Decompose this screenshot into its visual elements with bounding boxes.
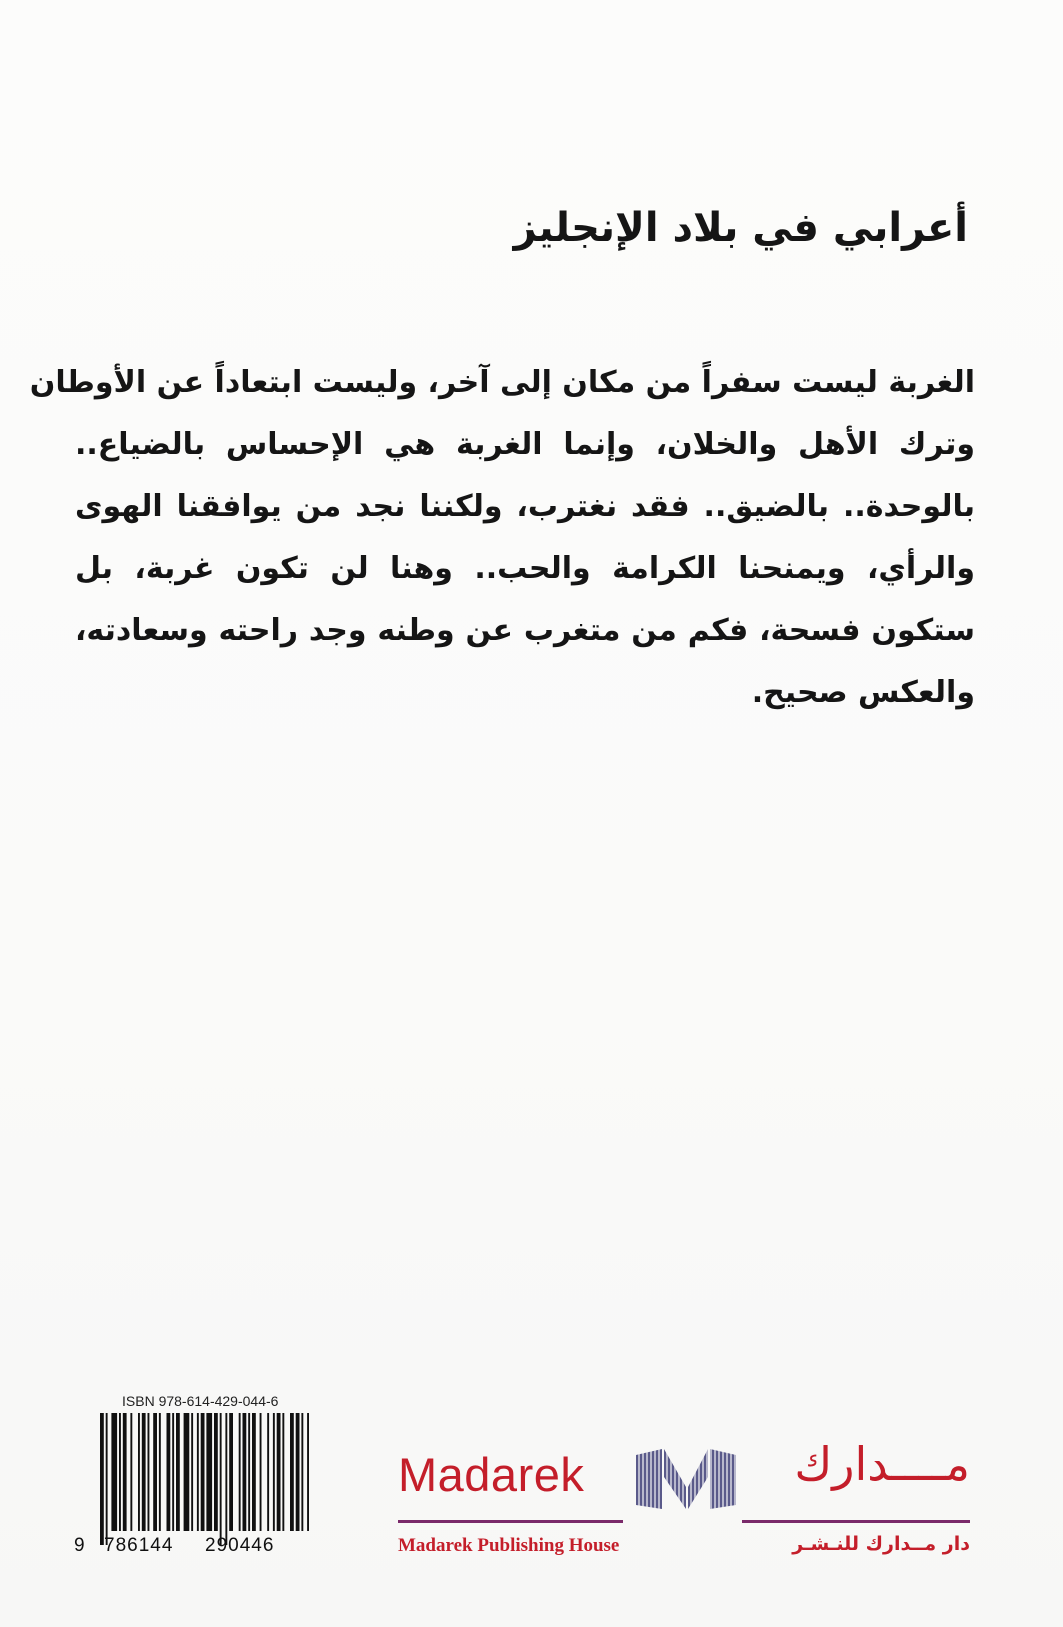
publisher-divider xyxy=(398,1520,623,1523)
barcode-bar xyxy=(111,1413,117,1531)
barcode-bar xyxy=(184,1413,190,1531)
barcode-bar xyxy=(172,1413,174,1531)
barcode-bar xyxy=(252,1413,256,1531)
barcode-bar xyxy=(206,1413,212,1531)
barcode-bar xyxy=(277,1413,281,1531)
blurb-text xyxy=(29,352,975,724)
barcode-bar xyxy=(119,1413,121,1531)
barcode-bar xyxy=(191,1413,193,1531)
barcode-bar xyxy=(197,1413,199,1531)
barcode-bar xyxy=(167,1413,171,1531)
barcode-bar xyxy=(148,1413,150,1531)
blurb-line: وترك الأهل والخلان، وإنما الغربة هي الإحساس بالضياع.. xyxy=(75,427,975,462)
barcode-bar xyxy=(243,1413,247,1531)
barcode-bar xyxy=(225,1413,227,1545)
barcode-bar xyxy=(130,1413,132,1531)
blurb-line: الغربة ليست سفراً من مكان إلى آخر، وليست ابتعاداً عن الأوطان xyxy=(29,365,975,400)
barcode-digit-first: 9 xyxy=(74,1535,86,1556)
barcode-digits-right: 290446 xyxy=(205,1535,275,1556)
barcode-bar xyxy=(123,1413,127,1531)
barcode-digits-left: 786144 xyxy=(104,1535,174,1556)
barcode-bar xyxy=(176,1413,180,1531)
publisher-house-latin: Madarek Publishing House xyxy=(398,1535,620,1556)
barcode-bar xyxy=(220,1413,222,1545)
barcode xyxy=(74,1395,314,1550)
barcode-bar xyxy=(106,1413,108,1545)
blurb-line: والرأي، ويمنحنا الكرامة والحب.. وهنا لن تكون غربة، بل xyxy=(75,551,975,586)
barcode-bar xyxy=(307,1413,309,1531)
publisher-divider xyxy=(742,1520,970,1523)
barcode-bar xyxy=(153,1413,157,1531)
barcode-bar xyxy=(142,1413,146,1531)
barcode-bar xyxy=(282,1413,284,1531)
book-m-logo-icon xyxy=(632,1447,740,1511)
publisher-house-arabic: دار مــدارك للنـشـر xyxy=(792,1533,970,1555)
barcode-bar xyxy=(239,1413,241,1531)
barcode-bar xyxy=(301,1413,303,1531)
blurb-line: والعكس صحيح. xyxy=(751,675,975,710)
barcode-bar xyxy=(201,1413,205,1531)
barcode-bar xyxy=(100,1413,104,1545)
barcode-bar xyxy=(248,1413,250,1531)
barcode-bar xyxy=(296,1413,300,1531)
book-title: أعرابي في بلاد الإنجليز xyxy=(513,205,968,251)
barcode-bar xyxy=(260,1413,262,1531)
publisher-name-arabic: مــــدارك xyxy=(794,1437,970,1491)
barcode-bar xyxy=(267,1413,269,1531)
barcode-bar xyxy=(290,1413,294,1531)
barcode-bar xyxy=(159,1413,161,1531)
barcode-bar xyxy=(214,1413,218,1531)
barcode-bar xyxy=(138,1413,140,1531)
barcode-bar xyxy=(273,1413,275,1531)
barcode-bar xyxy=(229,1413,233,1531)
blurb-line: بالوحدة.. بالضيق.. فقد نغترب، ولكننا نجد من يوافقنا الهوى xyxy=(75,489,975,524)
blurb-line: ستكون فسحة، فكم من متغرب عن وطنه وجد راحته وسعادته، xyxy=(75,613,975,648)
publisher-name-latin: Madarek xyxy=(398,1448,585,1501)
isbn-label: ISBN 978-614-429-044-6 xyxy=(122,1393,279,1409)
